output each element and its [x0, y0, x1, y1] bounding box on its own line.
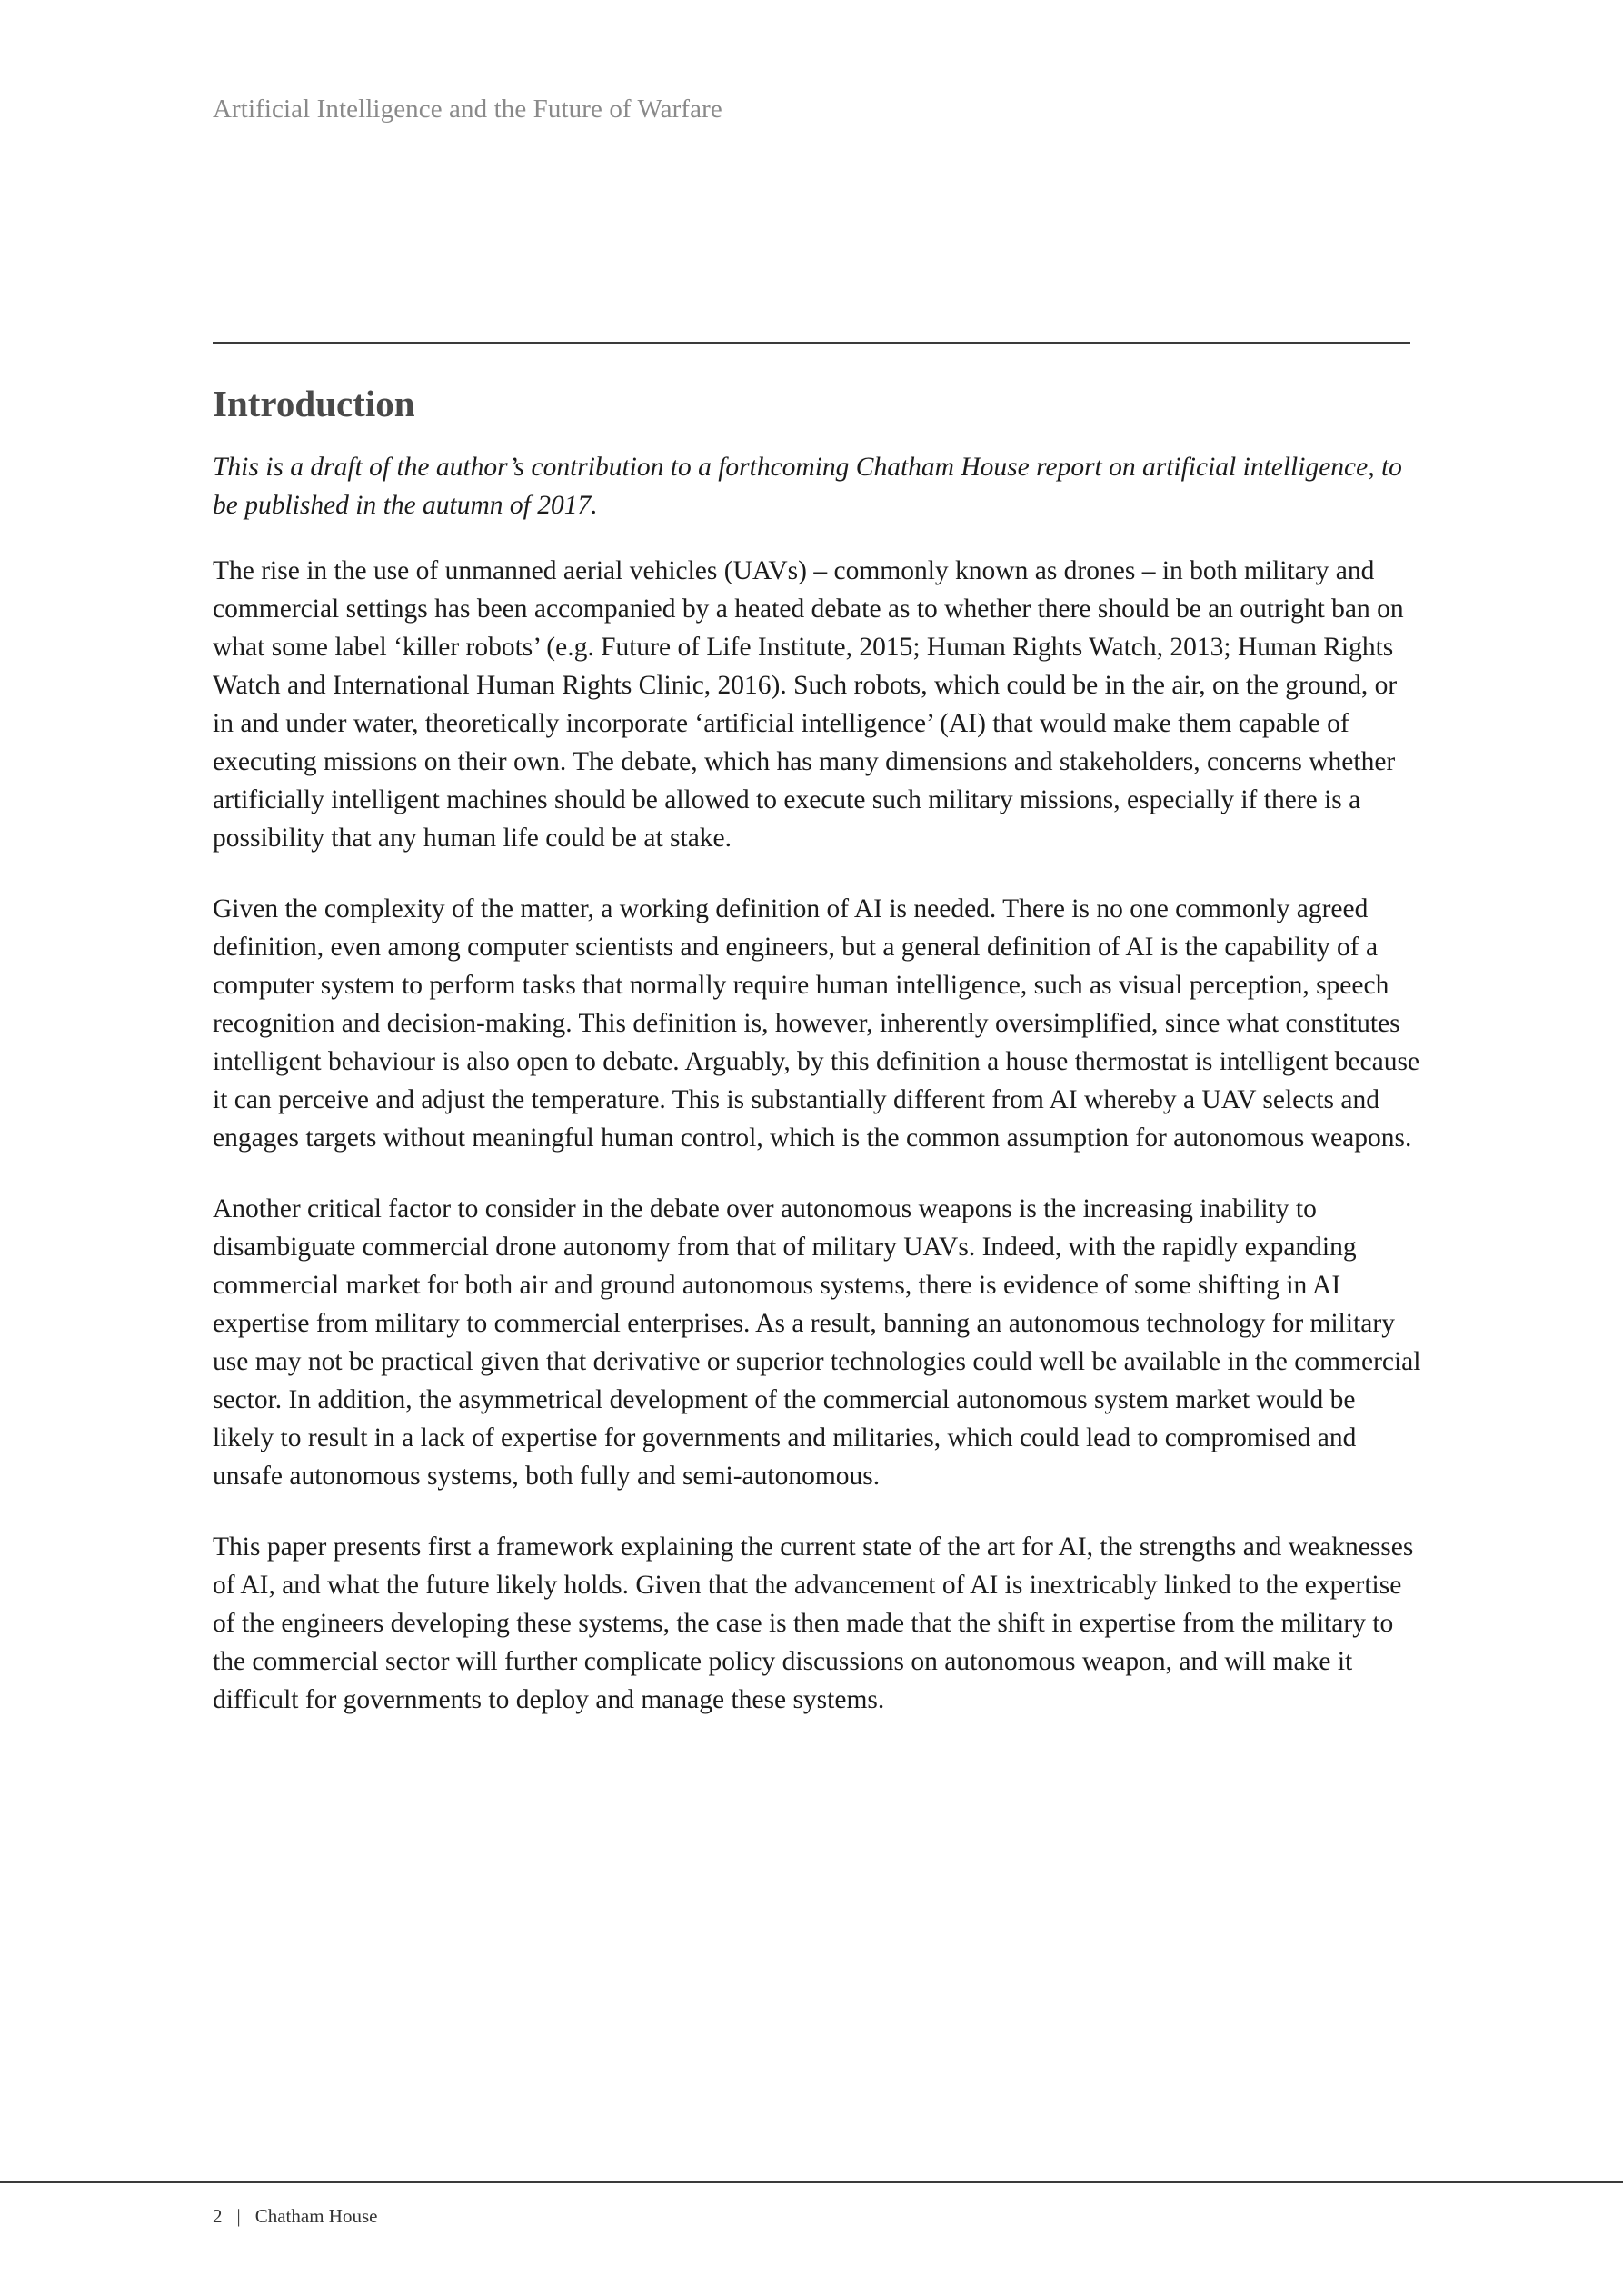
body-paragraph-2: Given the complexity of the matter, a working definition of AI is needed. There is no one commonly agreed definition, even among computer scientists and engineers, but a general definition of AI is the capability of a computer system to perform tasks that normally require human intelligence, such as visual perception, speech recognition and decision-making. This definition is, however, inherently oversimplified, since what constitutes intelligent behaviour is also open to debate. Arguably, by this definition a house thermostat is intelligent because it can perceive and adjust the temperature. This is substantially different from AI whereby a UAV selects and engages targets without meaningful human control, which is the common assumption for autonomous weapons.: [213, 894, 1420, 1153]
section-title: Introduction: [213, 383, 415, 424]
header-divider: [213, 342, 1410, 344]
italic-lede: This is a draft of the author’s contribution to a forthcoming Chatham House report on artificial intelligence, to be published in the autumn of 2017.: [213, 453, 1402, 521]
body-paragraph-1: The rise in the use of unmanned aerial vehicles (UAVs) – commonly known as drones – in both military and commercial settings has been accompanied by a heated debate as to whether there should be an outright ban on what some label ‘killer robots’ (e.g. Future of Life Institute, 2015; Human Rights Watch, 2013; Human Rights Watch and International Human Rights Clinic, 2016). Such robots, which could be in the air, on the ground, or in and under water, theoretically incorporate ‘artificial intelligence’ (AI) that would make them capable of executing missions on their own. The debate, which has many dimensions and stakeholders, concerns whether artificially intelligent machines should be allowed to execute such military missions, especially if there is a possibility that any human life could be at stake.: [213, 556, 1404, 854]
footer-divider: [0, 2181, 1623, 2183]
body-paragraph-3: Another critical factor to consider in the debate over autonomous weapons is the increasing inability to disambiguate commercial drone autonomy from that of military UAVs. Indeed, with the rapidly expanding commercial market for both air and ground autonomous systems, there is evidence of some shifting in AI expertise from military to commercial enterprises. As a result, banning an autonomous technology for military use may not be practical given that derivative or superior technologies could well be available in the commercial sector. In addition, the asymmetrical development of the commercial autonomous system market would be likely to result in a lack of expertise for governments and militaries, which could lead to compromised and unsafe autonomous systems, both fully and semi-autonomous.: [213, 1194, 1421, 1492]
main-content: [213, 382, 1421, 1752]
page-number: 2: [213, 2205, 223, 2227]
page-footer: [213, 2205, 377, 2228]
publisher-name: Chatham House: [254, 2205, 378, 2227]
running-header-title: Artificial Intelligence and the Future of Warfare: [213, 95, 722, 124]
body-paragraph-4: This paper presents first a framework explaining the current state of the art for AI, the strengths and weaknesses of AI, and what the future likely holds. Given that the advancement of AI is inextricably linked to the expertise of the engineers developing these systems, the case is then made that the shift in expertise from the military to the commercial sector will further complicate policy discussions on autonomous weapon, and will make it difficult for governments to deploy and manage these systems.: [213, 1532, 1414, 1715]
footer-separator: |: [236, 2205, 241, 2227]
